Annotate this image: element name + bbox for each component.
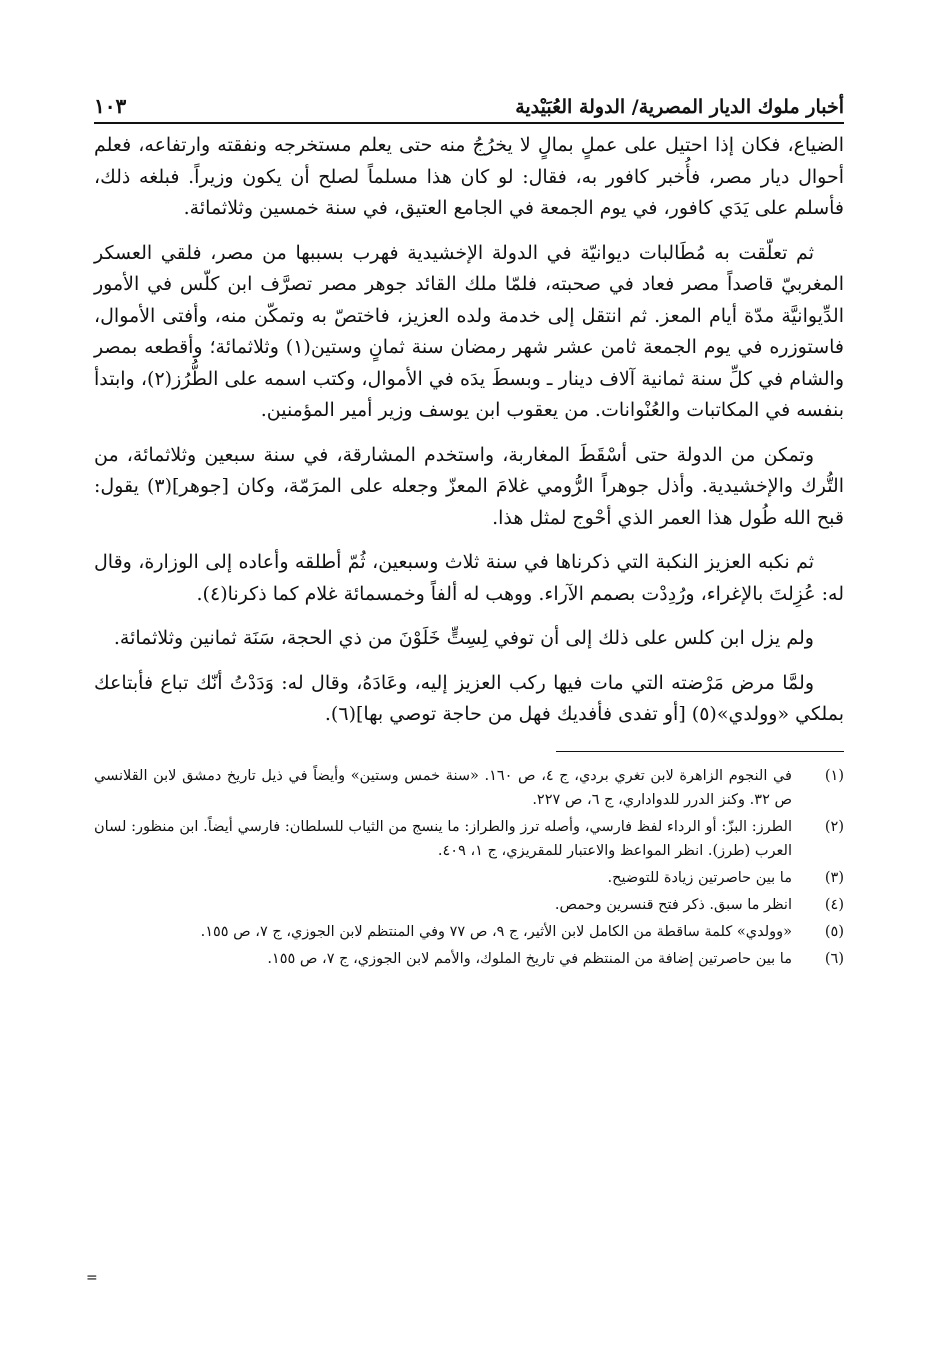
footnote xyxy=(94,920,844,944)
footnote-number: (٥) xyxy=(824,923,844,940)
footnote-text: ما بين حاصرتين زيادة للتوضيح. xyxy=(607,869,792,886)
footnote-number: (٦) xyxy=(824,950,844,967)
footnote-separator xyxy=(556,751,844,752)
footnote-text: انظر ما سبق. ذكر فتح قنسرين وحمص. xyxy=(554,896,792,913)
footnote-number: (١) xyxy=(824,767,844,784)
footnote xyxy=(94,893,844,917)
footnote-number: (٤) xyxy=(824,896,844,913)
running-header xyxy=(94,82,844,124)
paragraph: ثم نكبه العزيز النكبة التي ذكرناها في سنة ثلاث وسبعين، ثُمّ أطلقه وأعاده إلى الوزارة، وقال له: عُزِلتَ بالإغراء، ورُدِدْت بصمم الآراء. ووهب له ألفاً وخمسمائة غلام كما ذكرنا(٤). xyxy=(94,551,844,605)
paragraph: ثم تعلّقت به مُطَالبات ديوانيّة في الدولة الإخشيدية فهرب بسببها من مصر، فلقي العسكر المغربيّ قاصداً مصر فعاد في صحبته، فلمّا ملك القائد جوهر مصر تصرَّف ابن كلّس في الأمور الدِّيوانيَّة مدّة أيام المعز. ثم انتقل إلى خدمة ولده العزيز، فاختصّ به وتمكّن منه، وأفتى الأموال، فاستوزره في يوم الجمعة ثامن عشر شهر رمضان سنة ثمانٍ وستين(١) وثلاثمائة؛ وأقطعه بمصر والشام في كلِّ سنة ثمانية آلاف دينار ـ وبسطَ يدَه في الأموال، وكتب اسمه على الطُّرُز(٢)، وابتدأ بنفسه في المكاتبات والعُنْوانات. من يعقوب ابن يوسف وزير أمير المؤمنين. xyxy=(94,241,845,421)
footnote-text: في النجوم الزاهرة لابن تغري بردي، ج ٤، ص ١٦٠. «سنة خمس وستين» وأيضاً في ذيل تاريخ دمشق لابن القلانسي ص ٣٢. وكنز الدرر للدواداري، ج ٦، ص ٢٢٧. xyxy=(94,767,792,808)
footnote xyxy=(94,866,844,890)
page-number: ١٠٣ xyxy=(94,94,127,118)
footnote xyxy=(94,815,844,863)
footnote-text: «وولدي» كلمة ساقطة من الكامل لابن الأثير، ج ٩، ص ٧٧ وفي المنتظم لابن الجوزي، ج ٧، ص ١٥٥. xyxy=(200,923,792,940)
footnote xyxy=(94,947,844,971)
paragraph: ولمَّا مرض مَرْضته التي مات فيها ركب العزيز إليه، وعَادَهُ، وقال له: وَدَدْتُ أنّك تباع فأبتاعك بملكي «وولدي»(٥) [أو تفدى فأفديك فهل من حاجة توصي بها](٦). xyxy=(94,671,844,725)
footnote xyxy=(94,764,844,812)
footnote-number: (٢) xyxy=(824,818,844,835)
paragraph: وتمكن من الدولة حتى أسْقَطَ المغاربة، واستخدم المشارقة، في سنة سبعين وثلاثمائة، من التُّرك والإخشيدية. وأذل جوهراً الرُّومي غلامَ المعزّ وجعله على المرَمّة، وكان [جوهر](٣) يقول: قبح الله طُول هذا العمر الذي أحْوج لمثل هذا. xyxy=(94,443,844,529)
footnote-text: ما بين حاصرتين إضافة من المنتظم في تاريخ الملوك، والأمم لابن الجوزي، ج ٧، ص ١٥٥. xyxy=(267,950,792,967)
page-continuation-mark: = xyxy=(86,1270,98,1286)
footnotes xyxy=(94,764,844,971)
paragraph: الضياع، فكان إذا احتيل على عملٍ بمالٍ لا يخرُجُ منه حتى يعلم مستخرجه ونفقته وارتفاعه، فعلم أحوال ديار مصر، فأُخبر كافور به، فقال: لو كان هذا مسلماً لصلح أن يكون وزيراً. فبلغه ذلك، فأسلم على يَدَي كافور، في يوم الجمعة في الجامع العتيق، في سنة خمسين وثلاثمائة. xyxy=(94,134,844,219)
running-title: أخبار ملوك الديار المصرية/ الدولة العُبَيْدية xyxy=(515,96,844,118)
book-page xyxy=(94,82,844,974)
paragraph: ولم يزل ابن كلس على ذلك إلى أن توفي لِسِتٍّ خَلَوْنَ من ذي الحجة، سَنَة ثمانين وثلاثمائة. xyxy=(113,627,814,649)
main-text xyxy=(94,130,844,731)
footnote-number: (٣) xyxy=(824,869,844,886)
footnote-text: الطرز: البزّ: أو الرداء لفظ فارسي، وأصله ترز والطراز: ما ينسج من الثياب للسلطان: فارسي أيضاً. ابن منظور: لسان العرب (طرز). انظر المواعظ والاعتبار للمقريزي، ج ١، ٤٠٩. xyxy=(94,818,792,859)
